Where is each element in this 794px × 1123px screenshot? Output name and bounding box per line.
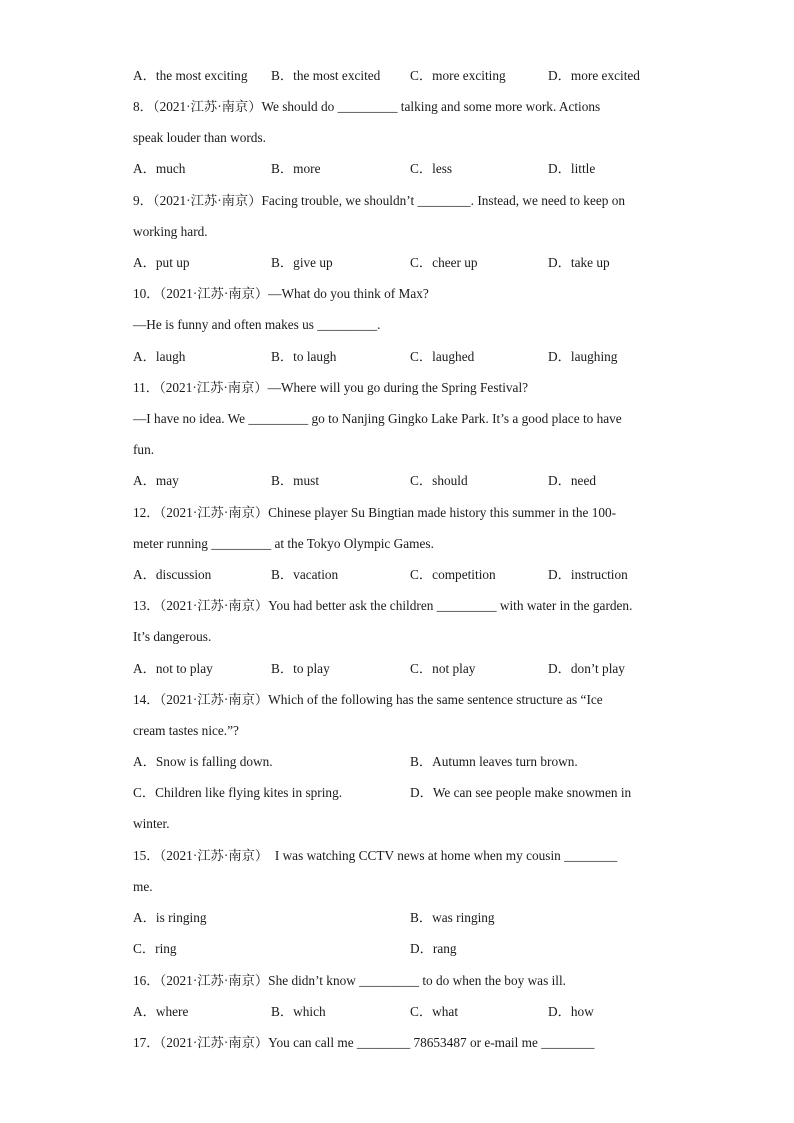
- question-text-line: working hard.: [133, 224, 208, 239]
- answer-option: D．instruction: [548, 567, 628, 582]
- answer-option: C．cheer up: [410, 255, 478, 270]
- answer-option: A．laugh: [133, 349, 186, 364]
- answer-option: D．take up: [548, 255, 610, 270]
- answer-option: C．Children like flying kites in spring.: [133, 785, 343, 800]
- question-text-line: 17．（2021·江苏·南京）You can call me ________ 78653487 or e-mail me ________: [133, 1035, 595, 1050]
- answer-option: C．ring: [133, 941, 177, 956]
- answer-option: A．where: [133, 1004, 189, 1019]
- answer-option: C．not play: [410, 661, 476, 676]
- question-text-line: me.: [133, 879, 153, 894]
- answer-option: D．rang: [410, 941, 457, 956]
- question-text-line: 9．（2021·江苏·南京）Facing trouble, we shouldn’t ________. Instead, we need to keep on: [133, 193, 626, 208]
- answer-option: C．what: [410, 1004, 459, 1019]
- answer-option: B．vacation: [271, 567, 339, 582]
- question-text-line: 8．（2021·江苏·南京）We should do _________ talking and some more work. Actions: [133, 99, 601, 114]
- answer-option: A．discussion: [133, 567, 212, 582]
- answer-option: C．laughed: [410, 349, 475, 364]
- answer-option: A．the most exciting: [133, 68, 248, 83]
- answer-option: D．how: [548, 1004, 594, 1019]
- answer-option: C．competition: [410, 567, 496, 582]
- answer-option: B．the most excited: [271, 68, 381, 83]
- answer-option: A．not to play: [133, 661, 213, 676]
- question-text-line: 15．（2021·江苏·南京） I was watching CCTV news at home when my cousin ________: [133, 848, 618, 863]
- question-text-line: 13．（2021·江苏·南京）You had better ask the children _________ with water in the garden.: [133, 598, 633, 613]
- question-text-line: 12．（2021·江苏·南京）Chinese player Su Bingtian made history this summer in the 100-: [133, 505, 617, 520]
- question-text-line: —He is funny and often makes us _________.: [133, 317, 381, 332]
- question-text-line: It’s dangerous.: [133, 629, 212, 644]
- answer-option: B．must: [271, 473, 320, 488]
- answer-option: A．much: [133, 161, 186, 176]
- question-text-line: 14．（2021·江苏·南京）Which of the following has the same sentence structure as “Ice: [133, 692, 603, 707]
- answer-option: D．We can see people make snowmen in: [410, 785, 632, 800]
- answer-option: A．may: [133, 473, 179, 488]
- answer-option: D．need: [548, 473, 596, 488]
- answer-option: B．Autumn leaves turn brown.: [410, 754, 578, 769]
- answer-option: A．is ringing: [133, 910, 207, 925]
- answer-option: B．was ringing: [410, 910, 495, 925]
- question-text-line: fun.: [133, 442, 155, 457]
- answer-option: A．put up: [133, 255, 190, 270]
- answer-option: A．Snow is falling down.: [133, 754, 273, 769]
- answer-option: C．more exciting: [410, 68, 506, 83]
- question-text-line: speak louder than words.: [133, 130, 266, 145]
- answer-option: B．which: [271, 1004, 326, 1019]
- question-text-line: 16．（2021·江苏·南京）She didn’t know _________ to do when the boy was ill.: [133, 973, 566, 988]
- answer-option: B．to play: [271, 661, 330, 676]
- question-text-line: 11．（2021·江苏·南京）—Where will you go during the Spring Festival?: [133, 380, 529, 395]
- question-text-line: 10．（2021·江苏·南京）—What do you think of Max?: [133, 286, 429, 301]
- answer-option: B．give up: [271, 255, 333, 270]
- answer-option: D．more excited: [548, 68, 640, 83]
- answer-option: D．don’t play: [548, 661, 625, 676]
- answer-option: C．less: [410, 161, 453, 176]
- question-text-line: winter.: [133, 816, 170, 831]
- answer-option: C．should: [410, 473, 468, 488]
- question-text-line: cream tastes nice.”?: [133, 723, 239, 738]
- question-text-line: —I have no idea. We _________ go to Nanjing Gingko Lake Park. It’s a good place to have: [133, 411, 622, 426]
- answer-option: D．laughing: [548, 349, 618, 364]
- answer-option: D．little: [548, 161, 596, 176]
- question-text-line: meter running _________ at the Tokyo Olympic Games.: [133, 536, 434, 551]
- answer-option: B．more: [271, 161, 321, 176]
- answer-option: B．to laugh: [271, 349, 337, 364]
